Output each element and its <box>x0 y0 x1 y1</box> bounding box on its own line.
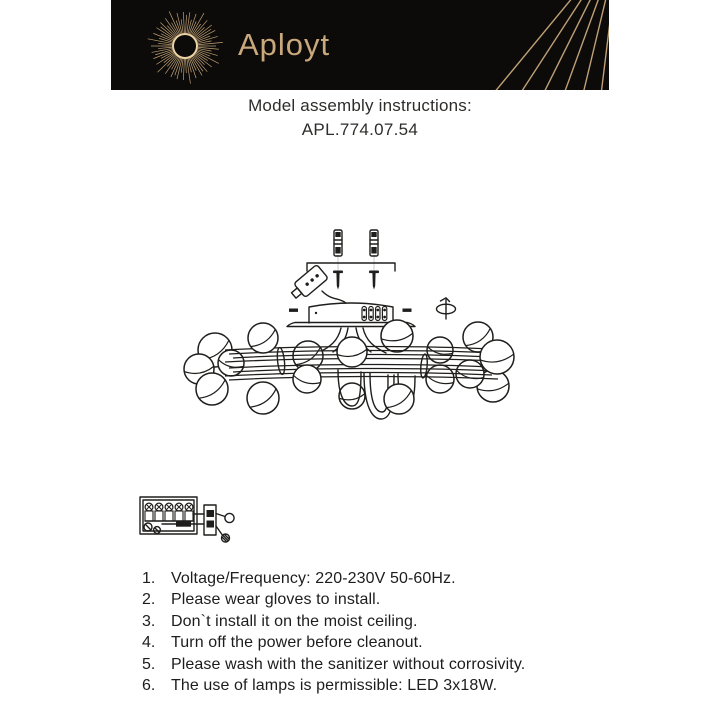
dash-mark <box>289 309 298 312</box>
terminal-wiring-diagram <box>140 497 234 542</box>
screw-terminals <box>145 503 193 521</box>
screw-icon <box>369 271 379 290</box>
rotate-screw-icon <box>437 298 456 319</box>
mounting-bracket-icon <box>307 263 395 271</box>
instruction-item <box>142 611 642 632</box>
instruction-list <box>142 568 642 696</box>
power-cord <box>322 291 346 303</box>
instruction-item <box>142 568 642 589</box>
item-text: Please wear gloves to install. <box>171 591 381 609</box>
item-text: Please wash with the sanitizer without corrosivity. <box>171 655 526 673</box>
item-number: 2. <box>142 591 156 609</box>
instruction-item <box>142 632 642 653</box>
page-title: Model assembly instructions: <box>248 96 472 115</box>
screw-icon <box>333 271 343 290</box>
wire <box>216 526 222 535</box>
item-text: The use of lamps is permissible: LED 3x18W. <box>171 677 498 695</box>
cover-screws <box>144 523 160 533</box>
wire-end-ring <box>225 513 234 522</box>
wire-sleeve <box>176 521 191 526</box>
instruction-item <box>142 675 642 696</box>
wall-anchor-icon <box>370 230 378 256</box>
chandelier-assembly-diagram <box>184 230 514 419</box>
instruction-item <box>142 654 642 675</box>
wire <box>216 514 225 517</box>
ground-wire-end <box>222 534 230 542</box>
brand-logotype: Aployt <box>238 27 331 62</box>
item-number: 6. <box>142 677 156 695</box>
item-text: Don`t install it on the moist ceiling. <box>171 612 418 630</box>
instruction-item <box>142 589 642 610</box>
wall-anchor-icon <box>334 230 342 256</box>
connector-block-icon <box>204 505 216 535</box>
dash-mark <box>403 309 412 312</box>
item-number: 3. <box>142 612 156 630</box>
item-text: Turn off the power before cleanout. <box>171 634 423 652</box>
model-number: APL.774.07.54 <box>301 120 419 139</box>
item-number: 1. <box>142 570 156 587</box>
item-number: 5. <box>142 655 156 673</box>
terminal-block-icon <box>362 307 387 321</box>
item-text: Voltage/Frequency: 220-230V 50-60Hz. <box>171 570 456 587</box>
item-number: 4. <box>142 634 156 652</box>
